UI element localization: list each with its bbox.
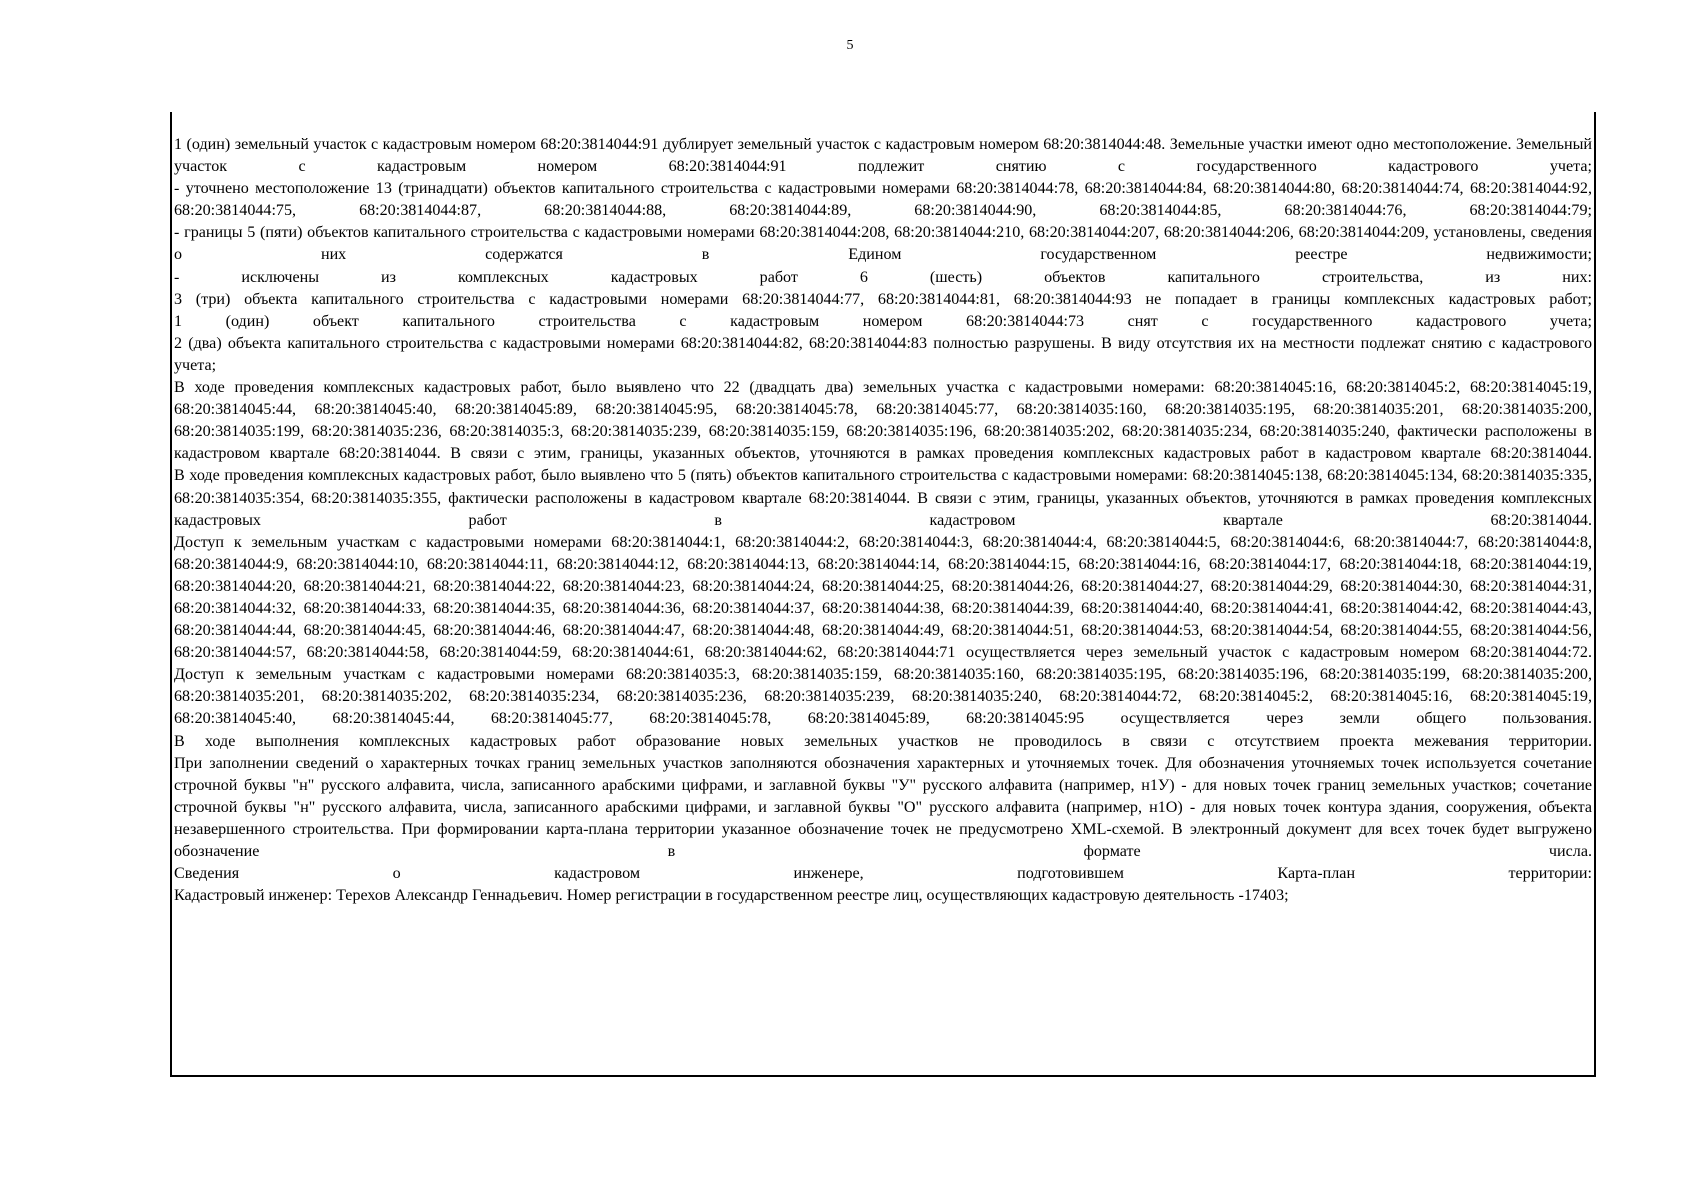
paragraph-established-boundaries: - границы 5 (пяти) объектов капитального строительства с кадастровыми номерами 68:20:3814044:208, 68:20:3814044:210, 68:20:3814044:207, 68:20:3814044:206, 68:20:3814044:209, установлены, сведения о них содержатся в Едином государственном реестре недвижимости; (174, 224, 1592, 264)
paragraph-no-new-parcels: В ходе выполнения комплексных кадастровых работ образование новых земельных участков не проводилось в связи с отсутствием проекта межевания территории. (174, 732, 1592, 750)
paragraph-engineer-heading: Сведения о кадастровом инженере, подготовившем Карта-план территории: (174, 865, 1592, 883)
document-body (174, 134, 1592, 907)
paragraph-outside-boundaries: 3 (три) объекта капитального строительства с кадастровыми номерами 68:20:3814044:77, 68:20:3814044:81, 68:20:3814044:93 не попадает в границы комплексных кадастровых работ; (174, 290, 1592, 308)
page-number: 5 (846, 38, 854, 53)
paragraph-removed-object: 1 (один) объект капитального строительства с кадастровым номером 68:20:3814044:73 снят с государственного кадастрового учета; (174, 312, 1592, 330)
paragraph-access-via-parcel: Доступ к земельным участкам с кадастровыми номерами 68:20:3814044:1, 68:20:3814044:2, 68:20:3814044:3, 68:20:3814044:4, 68:20:3814044:5, 68:20:3814044:6, 68:20:3814044:7, 68:20:3814044:8, 68:20:3814044:9, 68:20:3814044:10, 68:20:3814044:11, 68:20:3814044:12, 68:20:3814044:13, 68:20:3814044:14, 68:20:3814044:15, 68:20:3814044:16, 68:20:3814044:17, 68:20:3814044:18, 68:20:3814044:19, 68:20:3814044:20, 68:20:3814044:21, 68:20:3814044:22, 68:20:3814044:23, 68:20:3814044:24, 68:20:3814044:25, 68:20:3814044:26, 68:20:3814044:27, 68:20:3814044:29, 68:20:3814044:30, 68:20:3814044:31, 68:20:3814044:32, 68:20:3814044:33, 68:20:3814044:35, 68:20:3814044:36, 68:20:3814044:37, 68:20:3814044:38, 68:20:3814044:39, 68:20:3814044:40, 68:20:3814044:41, 68:20:3814044:42, 68:20:3814044:43, 68:20:3814044:44, 68:20:3814044:45, 68:20:3814044:46, 68:20:3814044:47, 68:20:3814044:48, 68:20:3814044:49, 68:20:3814044:51, 68:20:3814044:53, 68:20:3814044:54, 68:20:3814044:55, 68:20:3814044:56, 68:20:3814044:57, 68:20:3814044:58, 68:20:3814044:59, 68:20:3814044:61, 68:20:3814044:62, 68:20:3814044:71 осуществляется через земельный участок с кадастровым номером 68:20:3814044:72. (174, 533, 1592, 662)
paragraph-buildings-located: В ходе проведения комплексных кадастровых работ, было выявлено что 5 (пять) объектов капитального строительства с кадастровыми номерами: 68:20:3814045:138, 68:20:3814045:134, 68:20:3814035:335, 68:20:3814035:354, 68:20:3814035:355, фактически расположены в кадастровом квартале 68:20:3814044. В связи с этим, границы, указанных объектов, уточняются в рамках проведения комплексных кадастровых работ в кадастровом квартале 68:20:3814044. (174, 467, 1592, 529)
paragraph-duplicate-parcel: 1 (один) земельный участок с кадастровым номером 68:20:3814044:91 дублирует земельный участок с кадастровым номером 68:20:3814044:48. Земельные участки имеют одно местоположение. Земельный участок с кадастровым номером 68:20:3814044:91 подлежит снятию с государственного кадастрового учета; (174, 136, 1592, 176)
paragraph-parcels-located: В ходе проведения комплексных кадастровых работ, было выявлено что 22 (двадцать два) земельных участка с кадастровыми номерами: 68:20:3814045:16, 68:20:3814045:2, 68:20:3814045:19, 68:20:3814045:44, 68:20:3814045:40, 68:20:3814045:89, 68:20:3814045:95, 68:20:3814045:78, 68:20:3814045:77, 68:20:3814035:160, 68:20:3814035:195, 68:20:3814035:201, 68:20:3814035:200, 68:20:3814035:199, 68:20:3814035:236, 68:20:3814035:3, 68:20:3814035:239, 68:20:3814035:159, 68:20:3814035:196, 68:20:3814035:202, 68:20:3814035:234, 68:20:3814035:240, фактически расположены в кадастровом квартале 68:20:3814044. В связи с этим, границы, указанных объектов, уточняются в рамках проведения комплексных кадастровых работ в кадастровом квартале 68:20:3814044. (174, 379, 1592, 463)
paragraph-destroyed-objects: 2 (два) объекта капитального строительства с кадастровыми номерами 68:20:3814044:82, 68:20:3814044:83 полностью разрушены. В виду отсутствия их на местности подлежат снятию с кадастрового учета; (174, 334, 1592, 374)
paragraph-excluded-objects: - исключены из комплексных кадастровых работ 6 (шесть) объектов капитального строительства, из них: (174, 268, 1592, 286)
paragraph-engineer-info: Кадастровый инженер: Терехов Александр Геннадьевич. Номер регистрации в государственном реестре лиц, осуществляющих кадастровую деятельность -17403; (174, 887, 1289, 905)
paragraph-point-designations: При заполнении сведений о характерных точках границ земельных участков заполняются обозначения характерных и уточняемых точек. Для обозначения уточняемых точек используется сочетание строчной буквы "н" русского алфавита, числа, записанного арабскими цифрами, и заглавной буквы "У" русского алфавита (например, н1У) - для новых точек границ земельных участков; сочетание строчной буквы "н" русского алфавита, числа, записанного арабскими цифрами, и заглавной буквы "О" русского алфавита (например, н1О) - для новых точек контура здания, сооружения, объекта незавершенного строительства. При формировании карта-плана территории указанное обозначение точек не предусмотрено XML-схемой. В электронный документ для всех точек будет выгружено обозначение в формате числа. (174, 754, 1592, 860)
paragraph-clarified-buildings: - уточнено местоположение 13 (тринадцати) объектов капитального строительства с кадастровыми номерами 68:20:3814044:78, 68:20:3814044:84, 68:20:3814044:80, 68:20:3814044:74, 68:20:3814044:92, 68:20:3814044:75, 68:20:3814044:87, 68:20:3814044:88, 68:20:3814044:89, 68:20:3814044:90, 68:20:3814044:85, 68:20:3814044:76, 68:20:3814044:79; (174, 180, 1592, 220)
paragraph-access-via-public-land: Доступ к земельным участкам с кадастровыми номерами 68:20:3814035:3, 68:20:3814035:159, 68:20:3814035:160, 68:20:3814035:195, 68:20:3814035:196, 68:20:3814035:199, 68:20:3814035:200, 68:20:3814035:201, 68:20:3814035:202, 68:20:3814035:234, 68:20:3814035:236, 68:20:3814035:239, 68:20:3814035:240, 68:20:3814044:72, 68:20:3814045:2, 68:20:3814045:16, 68:20:3814045:19, 68:20:3814045:40, 68:20:3814045:44, 68:20:3814045:77, 68:20:3814045:78, 68:20:3814045:89, 68:20:3814045:95 осуществляется через земли общего пользования. (174, 666, 1592, 728)
